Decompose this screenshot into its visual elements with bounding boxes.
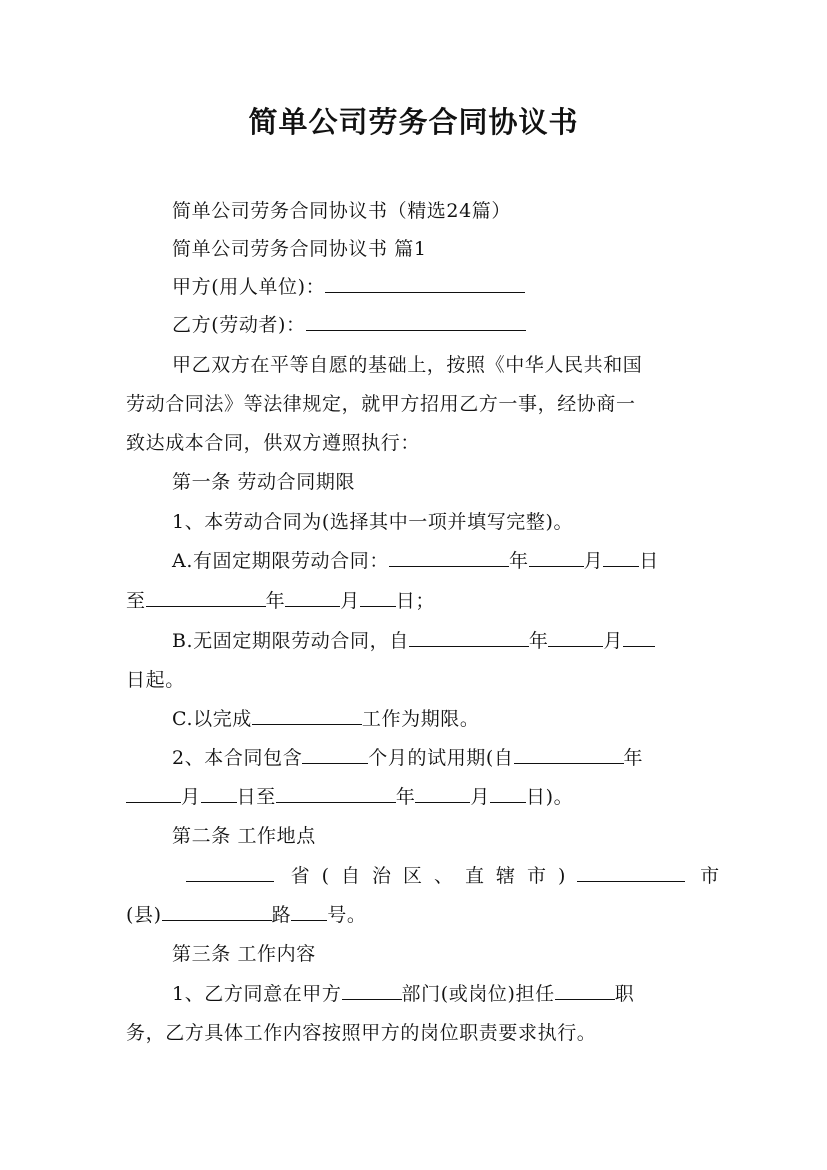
option-c-suffix: 工作为期限。 bbox=[361, 708, 480, 730]
option-a-start-year-blank[interactable] bbox=[389, 542, 509, 567]
article-1-clause-1 bbox=[172, 503, 702, 541]
probation-start-year-blank[interactable] bbox=[514, 739, 624, 764]
option-a-line bbox=[172, 542, 702, 580]
party-a-label: 甲方(用人单位)： bbox=[172, 276, 326, 298]
position-blank[interactable] bbox=[555, 975, 615, 1000]
probation-line bbox=[172, 739, 702, 777]
intro-line-2 bbox=[126, 385, 702, 423]
month-label: 月 bbox=[470, 786, 491, 808]
intro-text-1: 甲乙双方在平等自愿的基础上，按照《中华人民共和国 bbox=[172, 354, 643, 376]
section-heading-text: 简单公司劳务合同协议书 篇1 bbox=[172, 238, 427, 260]
probation-end-month-blank[interactable] bbox=[415, 778, 470, 803]
option-b-end-text: 日起。 bbox=[126, 669, 185, 691]
article-3-clause-1-cont bbox=[126, 1014, 702, 1052]
intro-line-1 bbox=[172, 346, 702, 384]
intro-text-3: 致达成本合同，供双方遵照执行： bbox=[126, 432, 421, 454]
option-b-month-blank[interactable] bbox=[548, 622, 603, 647]
subtitle-text: 简单公司劳务合同协议书（精选24篇） bbox=[172, 200, 511, 222]
party-a-line bbox=[172, 268, 702, 306]
article-3-clause-1 bbox=[172, 975, 702, 1013]
option-a-start-day-blank[interactable] bbox=[603, 542, 639, 567]
party-b-line bbox=[172, 306, 702, 344]
option-b-line bbox=[172, 622, 702, 660]
intro-line-3 bbox=[126, 424, 702, 462]
party-b-blank[interactable] bbox=[306, 306, 526, 331]
article-3-clause-1-cont-text: 务，乙方具体工作内容按照甲方的岗位职责要求执行。 bbox=[126, 1022, 597, 1044]
county-blank[interactable] bbox=[162, 896, 272, 921]
document-title: 简单公司劳务合同协议书 bbox=[248, 105, 579, 139]
subtitle-line bbox=[172, 192, 702, 230]
number-label: 号。 bbox=[327, 904, 367, 926]
probation-end-year-blank[interactable] bbox=[276, 778, 396, 803]
article-3-heading bbox=[172, 935, 702, 973]
day-end-label: 日)。 bbox=[526, 786, 574, 808]
month-label: 月 bbox=[583, 550, 604, 572]
probation-months-blank[interactable] bbox=[302, 739, 368, 764]
city-label: 市 bbox=[700, 865, 720, 887]
article-1-heading bbox=[172, 463, 702, 501]
article-3-end: 职 bbox=[614, 983, 635, 1005]
probation-end-day-blank[interactable] bbox=[490, 778, 526, 803]
option-a-end-day-blank[interactable] bbox=[360, 582, 396, 607]
option-a-label: A.有固定期限劳动合同： bbox=[172, 550, 389, 572]
party-a-blank[interactable] bbox=[325, 268, 525, 293]
article-3-mid: 部门(或岗位)担任 bbox=[401, 983, 555, 1005]
article-2-heading bbox=[172, 817, 702, 855]
department-blank[interactable] bbox=[342, 975, 402, 1000]
option-b-end-line bbox=[126, 661, 702, 699]
province-blank[interactable] bbox=[186, 857, 274, 882]
section-heading bbox=[172, 230, 702, 268]
option-a-end-year-blank[interactable] bbox=[146, 582, 266, 607]
article-1-heading-text: 第一条 劳动合同期限 bbox=[172, 471, 356, 493]
probation-dates-line bbox=[126, 778, 702, 816]
province-label: 省(自治区、直辖市) bbox=[290, 865, 578, 887]
county-label: (县) bbox=[126, 904, 162, 926]
option-a-end-line bbox=[126, 582, 702, 620]
year-label: 年 bbox=[265, 590, 286, 612]
option-b-label: B.无固定期限劳动合同，自 bbox=[172, 630, 409, 652]
year-label: 年 bbox=[528, 630, 549, 652]
option-c-label: C.以完成 bbox=[172, 708, 252, 730]
article-3-heading-text: 第三条 工作内容 bbox=[172, 943, 316, 965]
day-to-label: 日至 bbox=[236, 786, 276, 808]
day-semicolon-label: 日； bbox=[395, 590, 436, 612]
option-a-end-month-blank[interactable] bbox=[285, 582, 340, 607]
option-c-line bbox=[172, 700, 702, 738]
option-a-start-month-blank[interactable] bbox=[529, 542, 584, 567]
party-b-label: 乙方(劳动者)： bbox=[172, 314, 306, 336]
year-label: 年 bbox=[508, 550, 529, 572]
month-label: 月 bbox=[340, 590, 360, 612]
probation-start-day-blank[interactable] bbox=[201, 778, 237, 803]
to-label: 至 bbox=[126, 590, 146, 612]
work-location-line-2 bbox=[126, 896, 702, 934]
option-b-day-blank[interactable] bbox=[623, 622, 655, 647]
month-label: 月 bbox=[603, 630, 624, 652]
month-label: 月 bbox=[181, 786, 201, 808]
day-label: 日 bbox=[639, 550, 659, 572]
probation-mid: 个月的试用期(自 bbox=[368, 747, 514, 769]
year-label: 年 bbox=[623, 747, 644, 769]
road-label: 路 bbox=[271, 904, 292, 926]
article-3-clause-1-text: 1、乙方同意在甲方 bbox=[172, 983, 342, 1005]
year-label: 年 bbox=[395, 786, 416, 808]
article-1-clause-1-text: 1、本劳动合同为(选择其中一项并填写完整)。 bbox=[172, 511, 574, 533]
city-blank[interactable] bbox=[577, 857, 685, 882]
article-2-heading-text: 第二条 工作地点 bbox=[172, 825, 316, 847]
probation-label: 2、本合同包含 bbox=[172, 747, 303, 769]
probation-start-month-blank[interactable] bbox=[126, 778, 181, 803]
option-b-year-blank[interactable] bbox=[409, 622, 529, 647]
work-location-line bbox=[186, 857, 720, 895]
road-number-blank[interactable] bbox=[291, 896, 327, 921]
option-c-task-blank[interactable] bbox=[252, 700, 362, 725]
intro-text-2: 劳动合同法》等法律规定，就甲方招用乙方一事，经协商一 bbox=[126, 393, 636, 415]
